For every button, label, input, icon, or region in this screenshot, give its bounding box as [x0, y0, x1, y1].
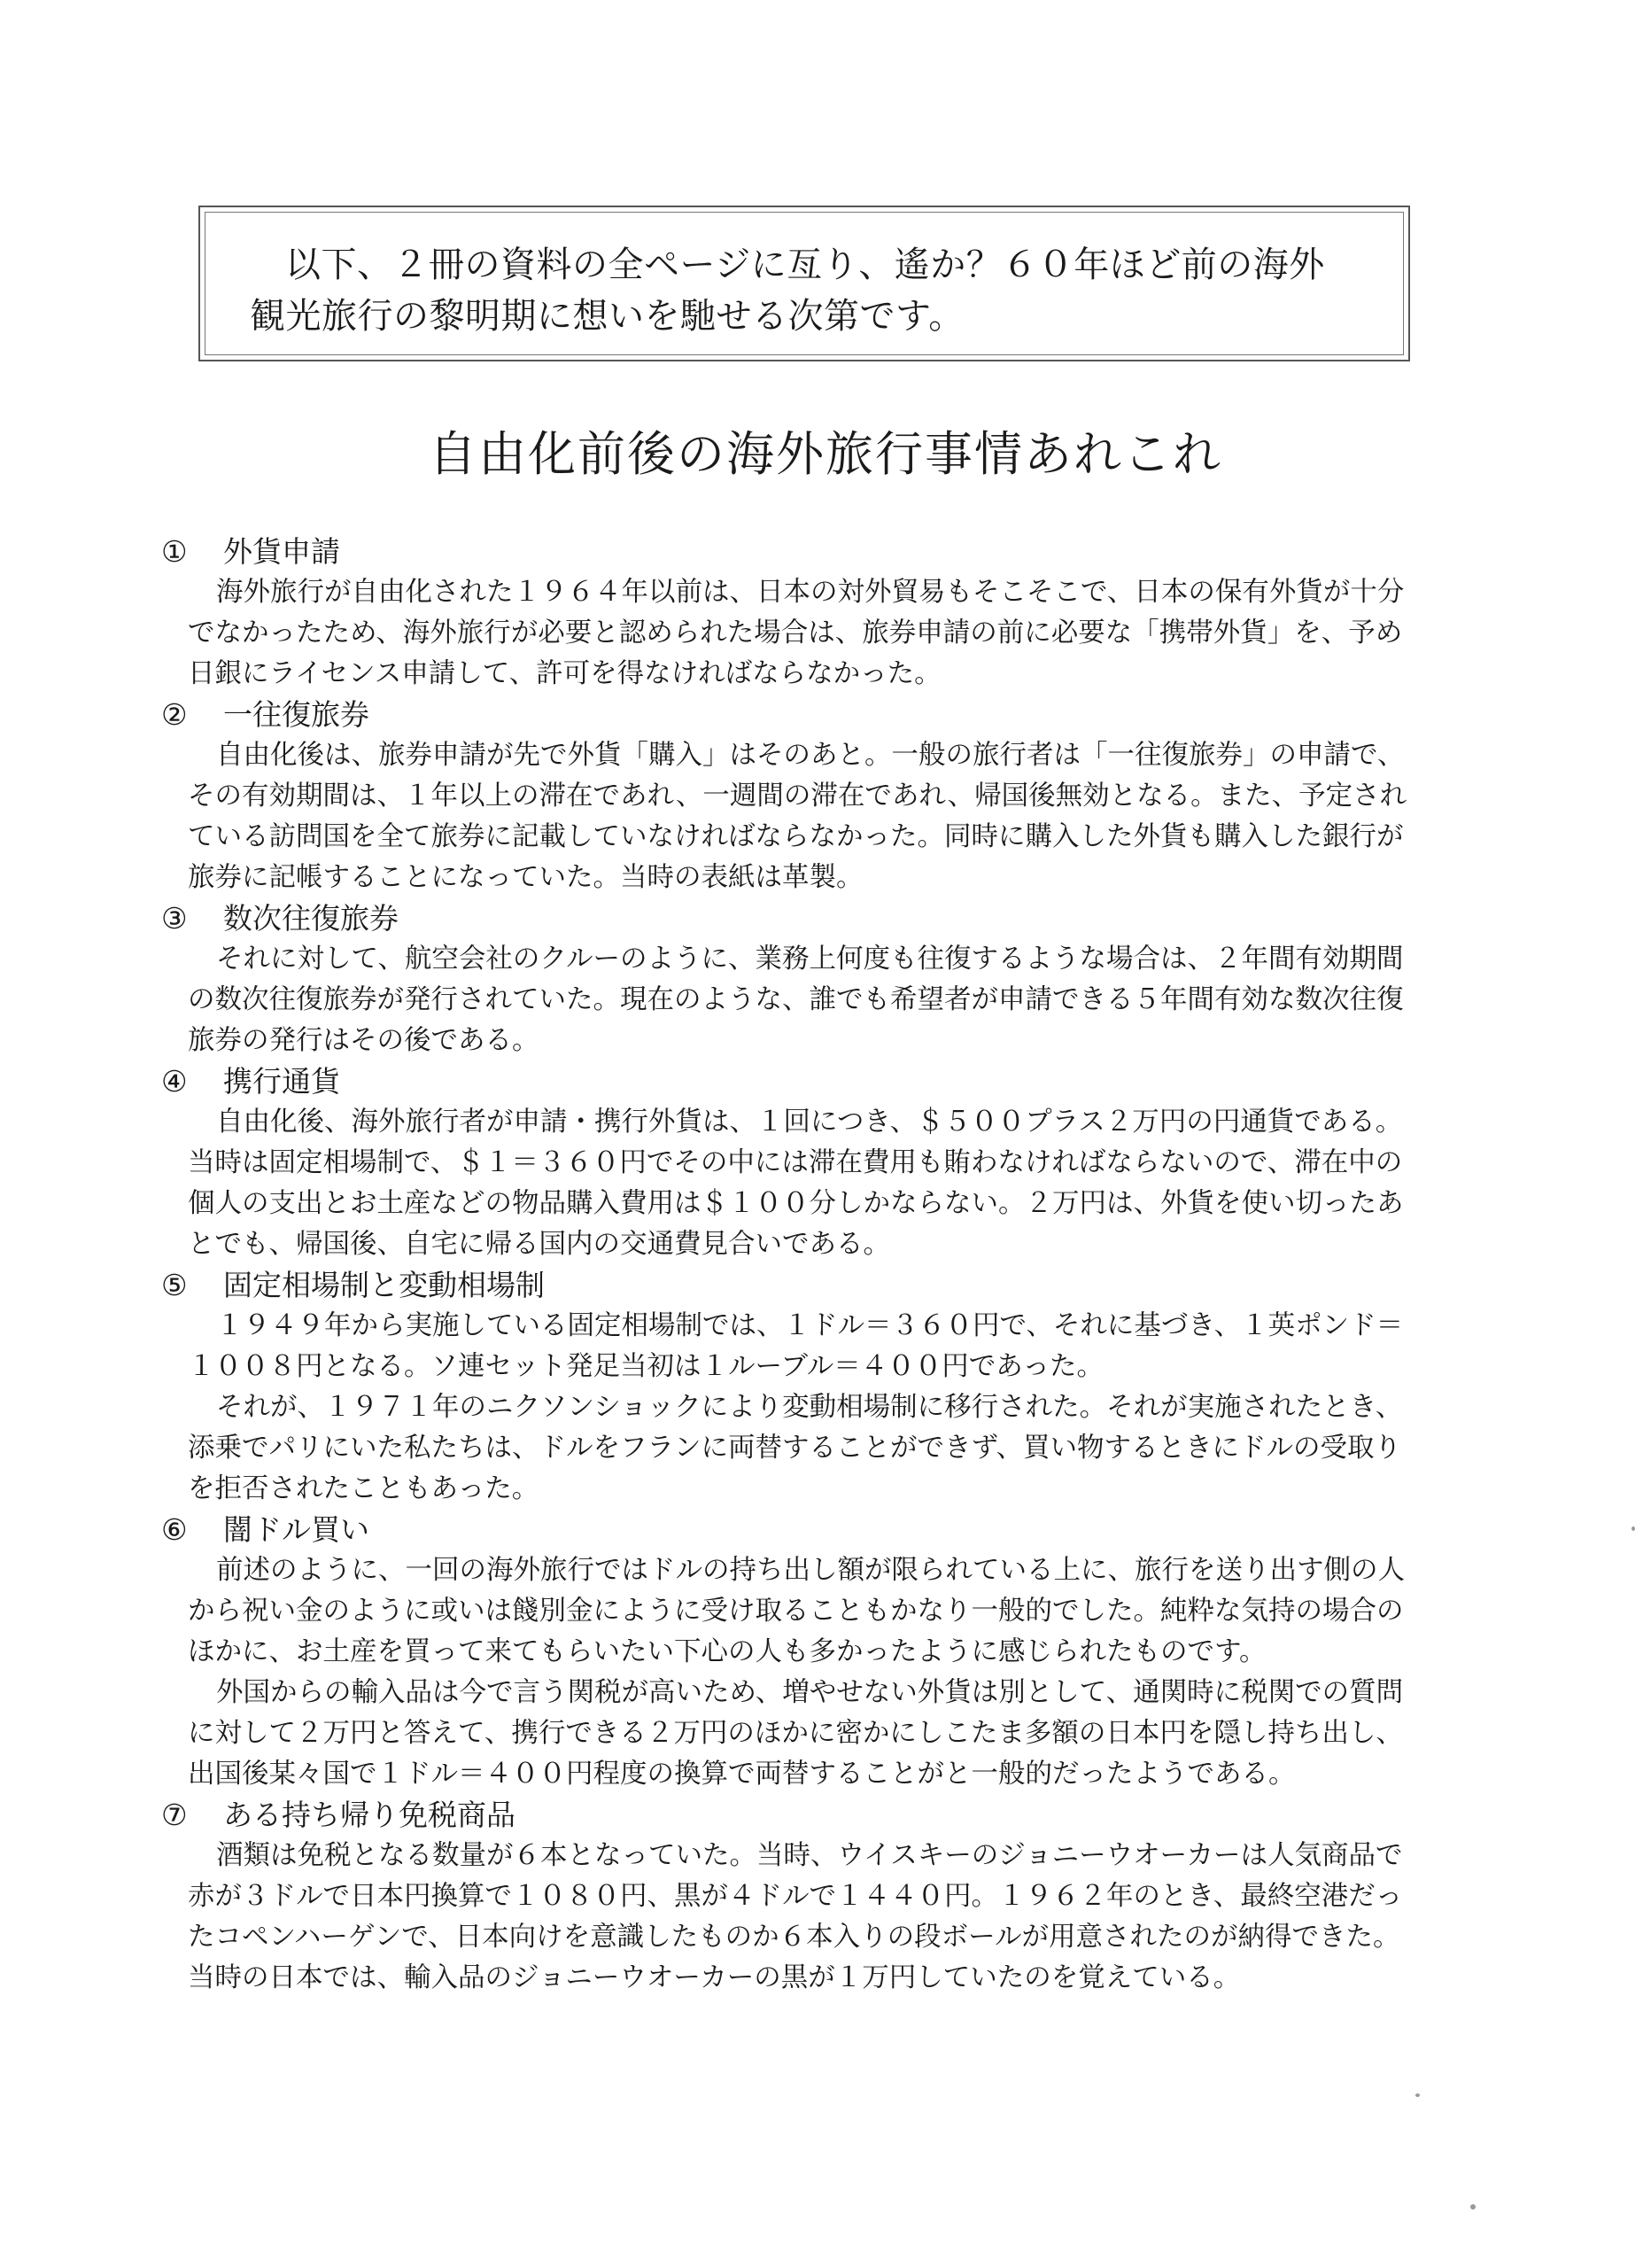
section-number: ⑥	[161, 1512, 188, 1547]
intro-box	[198, 206, 1410, 361]
paragraph-line: それに対して、航空会社のクルーのように、業務上何度も往復するような場合は、２年間有効期間	[216, 944, 1404, 975]
paragraph-line: ほかに、お土産を買って来てもらいたい下心の人も多かったように感じられたものです。	[188, 1636, 1267, 1667]
scan-speck	[1470, 2204, 1476, 2210]
paragraph-line: 自由化後、海外旅行者が申請・携行外貨は、１回につき、＄５００プラス２万円の円通貨である。	[216, 1107, 1403, 1138]
section-heading-text: ある持ち帰り免税商品	[223, 1798, 515, 1832]
section	[161, 1061, 1463, 1265]
paragraph-line: 当時は固定相場制で、＄１＝３６０円でその中には滞在費用も賄わなければならないので、滞在中の	[188, 1147, 1403, 1178]
paragraph-line: 旅券に記帳することになっていた。当時の表紙は革製。	[188, 862, 864, 893]
paragraph-line: それが、１９７１年のニクソンショックにより変動相場制に移行された。それが実施されたとき、	[216, 1392, 1403, 1423]
section-heading	[161, 1510, 1463, 1550]
section-heading	[161, 695, 1463, 735]
paragraph-line: 海外旅行が自由化された１９６４年以前は、日本の対外貿易もそこそこで、日本の保有外貨が十分	[216, 577, 1405, 608]
paragraph-line: 前述のように、一回の海外旅行ではドルの持ち出し額が限られている上に、旅行を送り出す側の人	[216, 1555, 1405, 1586]
section-heading	[161, 1795, 1463, 1836]
paragraph-line: 自由化後は、旅券申請が先で外貨「購入」はそのあと。一般の旅行者は「一往復旅券」の申請で、	[216, 740, 1405, 771]
paragraph	[188, 735, 1463, 898]
paragraph-line: １００８円となる。ソ連セット発足当初は１ルーブル＝４００円であった。	[188, 1351, 1104, 1382]
paragraph-line: とでも、帰国後、自宅に帰る国内の交通費見合いである。	[188, 1229, 890, 1260]
section-heading-text: 数次往復旅券	[223, 901, 399, 936]
section-heading	[161, 532, 1463, 572]
paragraph-line: 旅券の発行はその後である。	[188, 1025, 539, 1056]
paragraph	[188, 939, 1463, 1061]
section	[161, 1510, 1463, 1795]
section	[161, 898, 1463, 1061]
section-heading-text: 一往復旅券	[223, 697, 369, 732]
paragraph-line: に対して２万円と答えて、携行できる２万円のほかに密かにしこたま多額の日本円を隠し持ち出し、	[188, 1718, 1403, 1749]
paragraph-line: 個人の支出とお土産などの物品購入費用は＄１００分しかならない。２万円は、外貨を使い切ったあ	[188, 1188, 1404, 1219]
paragraph-line: 出国後某々国で１ドル＝４００円程度の換算で両替することがと一般的だったようである。	[188, 1759, 1296, 1790]
paragraph-line: ている訪問国を全て旅券に記載していなければならなかった。同時に購入した外貨も購入した銀行が	[188, 821, 1404, 852]
section-number: ④	[161, 1064, 188, 1099]
intro-box-inner	[205, 212, 1404, 355]
scan-speck	[1415, 2093, 1420, 2097]
paragraph-line: 添乗でパリにいた私たちは、ドルをフランに両替することができず、買い物するときにドルの受取り	[188, 1433, 1402, 1464]
paragraph	[188, 572, 1463, 695]
paragraph-line: の数次往復旅券が発行されていた。現在のような、誰でも希望者が申請できる５年間有効な数次往復	[188, 984, 1404, 1015]
paragraph-line: １９４９年から実施している固定相場制では、１ドル＝３６０円で、それに基づき、１英ポンド＝	[216, 1310, 1404, 1341]
paragraph-line: を拒否されたこともあった。	[188, 1473, 539, 1504]
sections-container	[161, 532, 1463, 1999]
section-heading-text: 外貨申請	[223, 534, 340, 569]
intro-line: 観光旅行の黎明期に想いを馳せる次第です。	[250, 296, 965, 337]
section-number: ①	[161, 534, 188, 569]
section-heading	[161, 1061, 1463, 1102]
page-title: 自由化前後の海外旅行事情あれこれ	[429, 426, 1222, 482]
section-heading-text: 闇ドル買い	[223, 1512, 369, 1547]
intro-line: 以下、２冊の資料の全ページに亙り、遙か？６０年ほど前の海外	[285, 245, 1325, 285]
section-number: ⑦	[161, 1798, 188, 1832]
scan-speck	[1632, 1526, 1635, 1531]
section-number: ②	[161, 697, 188, 732]
paragraph-line: から祝い金のように或いは餞別金にように受け取ることもかなり一般的でした。純粋な気持の場合の	[188, 1596, 1404, 1627]
paragraph	[188, 1306, 1463, 1387]
section-heading	[161, 1265, 1463, 1306]
paragraph-line: 外国からの輸入品は今で言う関税が高いため、増やせない外貨は別として、通関時に税関での質問	[216, 1677, 1404, 1708]
paragraph-line: 酒類は免税となる数量が６本となっていた。当時、ウイスキーのジョニーウオーカーは人気商品で	[216, 1840, 1403, 1871]
section-number: ⑤	[161, 1268, 188, 1302]
paragraph-line: たコペンハーゲンで、日本向けを意識したものか６本入りの段ボールが用意されたのが納得できた。	[188, 1922, 1400, 1953]
section	[161, 532, 1463, 695]
section	[161, 1265, 1463, 1510]
paragraph	[188, 1387, 1463, 1510]
section	[161, 1795, 1463, 1999]
paragraph-line: その有効期間は、１年以上の滞在であれ、一週間の滞在であれ、帰国後無効となる。また、予定され	[188, 781, 1407, 812]
paragraph-line: 当時の日本では、輸入品のジョニーウオーカーの黒が１万円していたのを覚えている。	[188, 1962, 1241, 1993]
section-number: ③	[161, 901, 188, 936]
paragraph	[188, 1673, 1463, 1795]
paragraph	[188, 1836, 1463, 1999]
paragraph-line: 日銀にライセンス申請して、許可を得なければならなかった。	[188, 658, 942, 689]
paragraph-line: 赤が３ドルで日本円換算で１０８０円、黒が４ドルで１４４０円。１９６２年のとき、最終空港だっ	[188, 1881, 1403, 1912]
section-heading	[161, 898, 1463, 939]
paragraph	[188, 1102, 1463, 1265]
paragraph-line: でなかったため、海外旅行が必要と認められた場合は、旅券申請の前に必要な「携帯外貨」を、予め	[188, 617, 1403, 649]
section	[161, 695, 1463, 898]
section-heading-text: 固定相場制と変動相場制	[223, 1268, 545, 1302]
paragraph	[188, 1550, 1463, 1673]
section-heading-text: 携行通貨	[223, 1064, 340, 1099]
